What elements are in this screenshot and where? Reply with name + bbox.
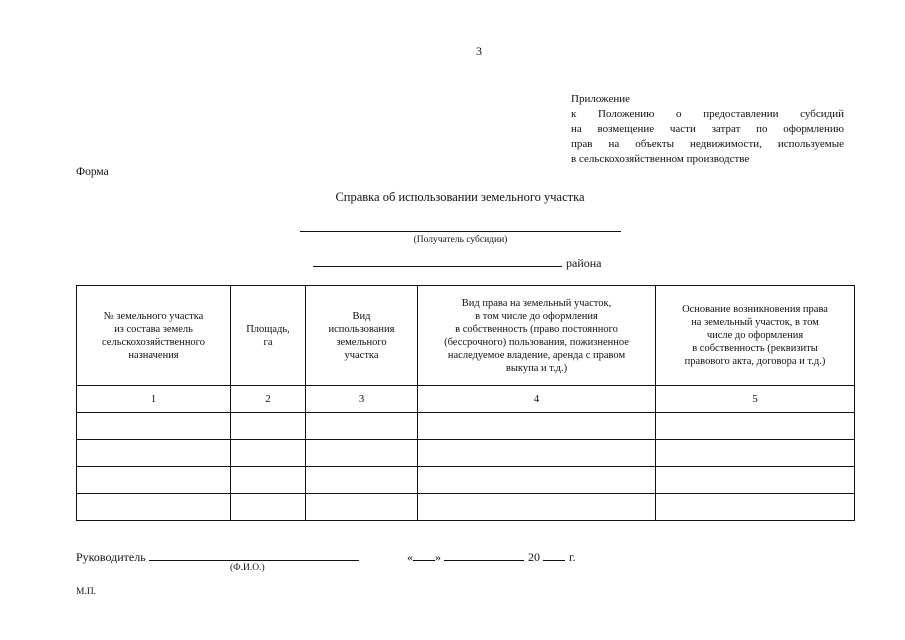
table-cell[interactable] (418, 467, 656, 494)
column-number: 2 (231, 386, 306, 413)
column-number: 3 (306, 386, 418, 413)
table-cell[interactable] (418, 494, 656, 521)
appendix-block (571, 92, 844, 167)
head-signature-row (76, 548, 359, 565)
table-row (77, 494, 855, 521)
recipient-caption: (Получатель субсидии) (413, 235, 508, 245)
table-cell[interactable] (77, 494, 231, 521)
form-label: Форма (76, 166, 109, 178)
column-header-right-basis: Основание возникновения права на земельный участок, в том числе до оформления в собственность (реквизиты правового акта, договора и т.д.) (656, 286, 855, 386)
head-label: Руководитель (76, 550, 146, 564)
appendix-line: прав на объекты недвижимости, используемые (571, 138, 844, 150)
table-cell[interactable] (656, 440, 855, 467)
table-cell[interactable] (231, 413, 306, 440)
table-cell[interactable] (77, 467, 231, 494)
table-cell[interactable] (656, 467, 855, 494)
table-header-row (77, 286, 855, 386)
district-blank-line (313, 254, 562, 267)
table-cell[interactable] (231, 440, 306, 467)
appendix-line: на возмещение части затрат по оформлению (571, 123, 844, 135)
date-close-quote: » (435, 550, 441, 564)
year-blank[interactable] (543, 548, 565, 561)
column-number-row (77, 386, 855, 413)
table-cell[interactable] (231, 467, 306, 494)
column-header-area: Площадь, га (231, 286, 306, 386)
table-cell[interactable] (77, 440, 231, 467)
table-cell[interactable] (306, 413, 418, 440)
column-number: 4 (418, 386, 656, 413)
district-row (313, 254, 602, 271)
table-cell[interactable] (77, 413, 231, 440)
table-row (77, 413, 855, 440)
date-row (407, 548, 576, 565)
table-row (77, 467, 855, 494)
table-cell[interactable] (656, 413, 855, 440)
document-title: Справка об использовании земельного участка (335, 190, 585, 204)
month-blank[interactable] (444, 548, 524, 561)
fio-caption: (Ф.И.О.) (230, 563, 265, 573)
district-suffix: района (566, 256, 602, 270)
column-header-plot-number: № земельного участка из состава земель сельскохозяйственного назначения (77, 286, 231, 386)
year-suffix: г. (569, 550, 576, 564)
page-number: 3 (476, 44, 482, 58)
appendix-line: в сельскохозяйственном производстве (571, 153, 750, 165)
table-cell[interactable] (306, 494, 418, 521)
table-cell[interactable] (418, 413, 656, 440)
appendix-title: Приложение (571, 93, 631, 105)
table-row (77, 440, 855, 467)
column-header-right-type: Вид права на земельный участок, в том числе до оформления в собственность (право постоянного (бессрочного) пользования, пожизненное наследуемое владение, аренда с правом выкупа и т.д.) (418, 286, 656, 386)
year-prefix: 20 (528, 550, 540, 564)
column-header-use-type: Вид использования земельного участка (306, 286, 418, 386)
table-cell[interactable] (656, 494, 855, 521)
date-open-quote: « (407, 550, 413, 564)
land-use-table (76, 285, 855, 521)
recipient-blank-line (300, 231, 621, 232)
column-number: 1 (77, 386, 231, 413)
table-cell[interactable] (306, 467, 418, 494)
appendix-line: к Положению о предоставлении субсидий (571, 108, 844, 120)
table-cell[interactable] (231, 494, 306, 521)
day-blank[interactable] (413, 548, 435, 561)
stamp-label: М.П. (76, 587, 97, 597)
column-number: 5 (656, 386, 855, 413)
head-signature-blank[interactable] (149, 548, 359, 561)
table-cell[interactable] (306, 440, 418, 467)
table-cell[interactable] (418, 440, 656, 467)
